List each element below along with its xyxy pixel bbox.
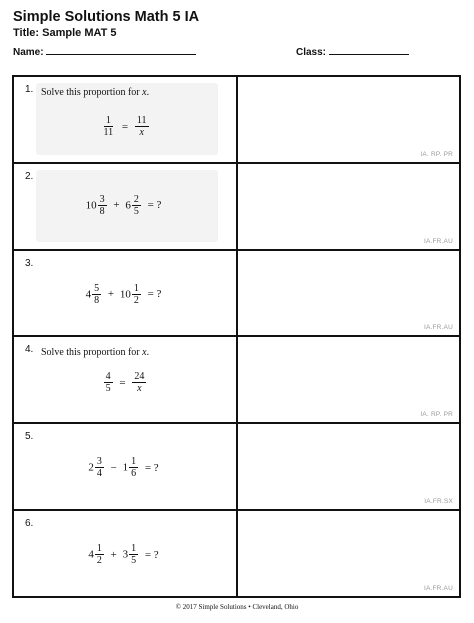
fraction: $\frac{4}{5}$ bbox=[105, 371, 111, 395]
answer-cell[interactable] bbox=[238, 337, 459, 422]
fraction: $\frac{24}{x}$ bbox=[134, 371, 145, 395]
mixed-number-expression: 2 $\frac{3}{4}$ − 1 $\frac{1}{6}$ = ? bbox=[88, 456, 159, 480]
mixed-number-expression: 4 $\frac{1}{2}$ + 3 $\frac{1}{5}$ = ? bbox=[88, 543, 159, 567]
answer-cell[interactable] bbox=[238, 164, 459, 249]
problem-instruction: Solve this proportion for x. bbox=[41, 347, 150, 359]
standard-code: IA.FR.AU bbox=[423, 324, 453, 332]
standard-code: IA. RP. PR bbox=[420, 411, 453, 419]
mixed-number-expression: 4 $\frac{5}{8}$ + 10 $\frac{1}{2}$ = ? bbox=[85, 282, 162, 306]
problem-row bbox=[14, 511, 459, 596]
proportion-expression: $\frac{1}{11}$ = $\frac{11}{x}$ bbox=[103, 115, 147, 138]
problem-row bbox=[14, 164, 459, 251]
problem-number: 2. bbox=[25, 170, 34, 182]
problem-number: 6. bbox=[25, 518, 34, 530]
answer-cell[interactable] bbox=[238, 77, 459, 162]
problem-cell bbox=[14, 164, 238, 249]
problem-number: 5. bbox=[25, 431, 34, 443]
standard-code: IA.FR.AU bbox=[423, 237, 453, 245]
fraction: $\frac{11}{x}$ bbox=[136, 115, 147, 138]
name-field bbox=[13, 45, 196, 58]
standard-code: IA.FR.AU bbox=[423, 584, 453, 592]
problem-row bbox=[14, 424, 459, 511]
problem-cell bbox=[14, 424, 238, 509]
problem-row bbox=[14, 337, 459, 424]
standard-code: IA.FR.SX bbox=[424, 498, 453, 506]
problem-number: 3. bbox=[25, 257, 34, 269]
worksheet-title: Simple Solutions Math 5 IA bbox=[13, 9, 200, 25]
proportion-expression: $\frac{4}{5}$ = $\frac{24}{x}$ bbox=[105, 371, 145, 395]
answer-cell[interactable] bbox=[238, 424, 459, 509]
problem-cell bbox=[14, 337, 238, 422]
class-blank bbox=[329, 45, 409, 55]
name-blank bbox=[46, 45, 196, 55]
problem-grid bbox=[12, 75, 461, 598]
mixed-number-expression: 10 $\frac{3}{8}$ + 6 $\frac{2}{5}$ = ? bbox=[85, 193, 162, 217]
problem-instruction: Solve this proportion for x. bbox=[41, 87, 150, 98]
class-label: Class: bbox=[296, 47, 327, 58]
problem-cell bbox=[14, 251, 238, 336]
problem-cell bbox=[14, 77, 238, 162]
copyright-footer: © 2017 Simple Solutions • Cleveland, Ohio bbox=[175, 603, 299, 611]
problem-number: 1. bbox=[25, 84, 34, 95]
answer-cell[interactable] bbox=[238, 251, 459, 336]
class-field bbox=[296, 45, 409, 58]
problem-number: 4. bbox=[25, 344, 34, 356]
problem-row bbox=[14, 251, 459, 338]
worksheet-subtitle: Title: Sample MAT 5 bbox=[13, 27, 117, 39]
name-label: Name: bbox=[13, 47, 44, 58]
answer-cell[interactable] bbox=[238, 511, 459, 596]
fraction: $\frac{1}{11}$ bbox=[103, 115, 114, 138]
standard-code: IA. RP. PR bbox=[420, 150, 453, 158]
problem-row bbox=[14, 77, 459, 164]
problem-cell bbox=[14, 511, 238, 596]
